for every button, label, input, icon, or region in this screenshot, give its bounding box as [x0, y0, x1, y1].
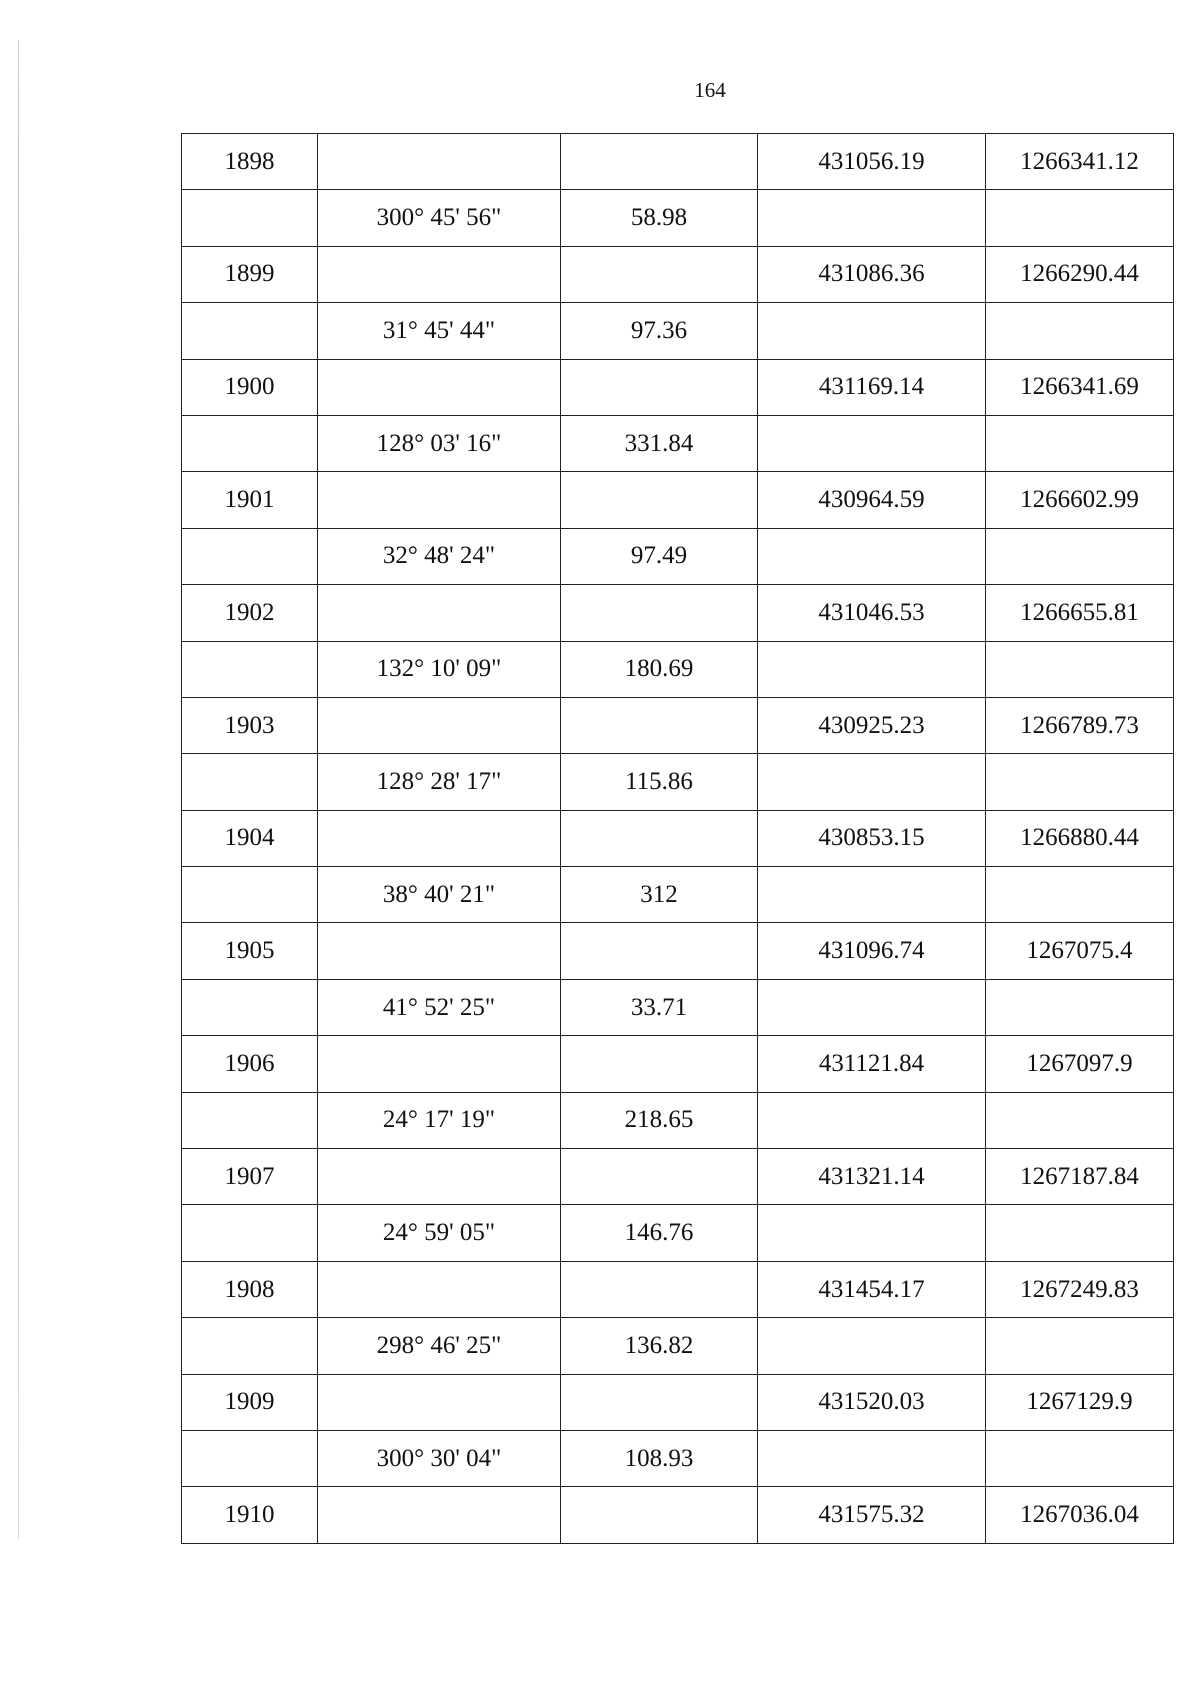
- page-number: 164: [694, 78, 726, 102]
- northing-cell: [758, 1092, 986, 1148]
- point-id-cell: [182, 641, 318, 697]
- table-row: [182, 1092, 1174, 1148]
- point-id-cell: [182, 1318, 318, 1374]
- table-row: [182, 303, 1174, 359]
- bearing-cell: 298° 46' 25": [318, 1318, 561, 1374]
- distance-cell: 97.49: [561, 528, 758, 584]
- point-id-cell: 1899: [182, 246, 318, 302]
- bearing-cell: [318, 1374, 561, 1430]
- bearing-cell: 31° 45' 44": [318, 303, 561, 359]
- distance-cell: [561, 246, 758, 302]
- northing-cell: [758, 641, 986, 697]
- table-row: [182, 190, 1174, 246]
- point-id-cell: [182, 303, 318, 359]
- coordinate-table-body: [182, 134, 1174, 1544]
- point-id-cell: [182, 1092, 318, 1148]
- table-row: [182, 1205, 1174, 1261]
- table-row: [182, 810, 1174, 866]
- point-id-cell: [182, 1430, 318, 1486]
- easting-cell: 1266290.44: [986, 246, 1174, 302]
- bearing-cell: [318, 923, 561, 979]
- distance-cell: 331.84: [561, 415, 758, 471]
- easting-cell: [986, 303, 1174, 359]
- table-row: [182, 585, 1174, 641]
- distance-cell: [561, 1487, 758, 1543]
- easting-cell: [986, 528, 1174, 584]
- northing-cell: [758, 1430, 986, 1486]
- easting-cell: 1267187.84: [986, 1149, 1174, 1205]
- table-row: [182, 641, 1174, 697]
- bearing-cell: [318, 810, 561, 866]
- point-id-cell: [182, 979, 318, 1035]
- bearing-cell: [318, 1487, 561, 1543]
- bearing-cell: [318, 1149, 561, 1205]
- northing-cell: [758, 754, 986, 810]
- table-row: [182, 754, 1174, 810]
- distance-cell: [561, 1374, 758, 1430]
- northing-cell: 431575.32: [758, 1487, 986, 1543]
- northing-cell: [758, 1205, 986, 1261]
- bearing-cell: 300° 30' 04": [318, 1430, 561, 1486]
- northing-cell: 431086.36: [758, 246, 986, 302]
- bearing-cell: [318, 134, 561, 190]
- scan-margin-line: [18, 40, 19, 1540]
- distance-cell: 146.76: [561, 1205, 758, 1261]
- distance-cell: [561, 1036, 758, 1092]
- easting-cell: [986, 190, 1174, 246]
- table-row: [182, 359, 1174, 415]
- point-id-cell: [182, 867, 318, 923]
- distance-cell: 115.86: [561, 754, 758, 810]
- distance-cell: 180.69: [561, 641, 758, 697]
- point-id-cell: 1903: [182, 697, 318, 753]
- easting-cell: [986, 1092, 1174, 1148]
- bearing-cell: 41° 52' 25": [318, 979, 561, 1035]
- bearing-cell: 24° 59' 05": [318, 1205, 561, 1261]
- easting-cell: [986, 1430, 1174, 1486]
- distance-cell: 58.98: [561, 190, 758, 246]
- northing-cell: 431121.84: [758, 1036, 986, 1092]
- northing-cell: 431169.14: [758, 359, 986, 415]
- point-id-cell: 1910: [182, 1487, 318, 1543]
- easting-cell: 1266880.44: [986, 810, 1174, 866]
- northing-cell: [758, 979, 986, 1035]
- bearing-cell: [318, 1261, 561, 1317]
- distance-cell: [561, 585, 758, 641]
- distance-cell: 97.36: [561, 303, 758, 359]
- table-row: [182, 1487, 1174, 1543]
- easting-cell: 1266341.12: [986, 134, 1174, 190]
- easting-cell: [986, 641, 1174, 697]
- easting-cell: [986, 1318, 1174, 1374]
- easting-cell: 1266341.69: [986, 359, 1174, 415]
- point-id-cell: [182, 190, 318, 246]
- bearing-cell: 24° 17' 19": [318, 1092, 561, 1148]
- distance-cell: [561, 134, 758, 190]
- northing-cell: 431046.53: [758, 585, 986, 641]
- distance-cell: [561, 1149, 758, 1205]
- distance-cell: 136.82: [561, 1318, 758, 1374]
- point-id-cell: 1900: [182, 359, 318, 415]
- easting-cell: [986, 1205, 1174, 1261]
- easting-cell: [986, 754, 1174, 810]
- bearing-cell: [318, 472, 561, 528]
- point-id-cell: 1902: [182, 585, 318, 641]
- table-row: [182, 979, 1174, 1035]
- table-row: [182, 867, 1174, 923]
- bearing-cell: 38° 40' 21": [318, 867, 561, 923]
- table-row: [182, 1036, 1174, 1092]
- distance-cell: [561, 472, 758, 528]
- coordinate-table: [181, 133, 1174, 1544]
- easting-cell: [986, 979, 1174, 1035]
- bearing-cell: 32° 48' 24": [318, 528, 561, 584]
- easting-cell: 1267036.04: [986, 1487, 1174, 1543]
- distance-cell: [561, 697, 758, 753]
- bearing-cell: 300° 45' 56": [318, 190, 561, 246]
- easting-cell: 1266655.81: [986, 585, 1174, 641]
- distance-cell: 33.71: [561, 979, 758, 1035]
- point-id-cell: 1909: [182, 1374, 318, 1430]
- table-row: [182, 134, 1174, 190]
- point-id-cell: 1905: [182, 923, 318, 979]
- northing-cell: 431520.03: [758, 1374, 986, 1430]
- distance-cell: [561, 1261, 758, 1317]
- northing-cell: [758, 303, 986, 359]
- easting-cell: 1267097.9: [986, 1036, 1174, 1092]
- distance-cell: 218.65: [561, 1092, 758, 1148]
- table-row: [182, 1430, 1174, 1486]
- bearing-cell: 128° 28' 17": [318, 754, 561, 810]
- table-row: [182, 1261, 1174, 1317]
- northing-cell: 430925.23: [758, 697, 986, 753]
- point-id-cell: 1898: [182, 134, 318, 190]
- point-id-cell: 1907: [182, 1149, 318, 1205]
- easting-cell: 1267129.9: [986, 1374, 1174, 1430]
- northing-cell: [758, 190, 986, 246]
- table-row: [182, 528, 1174, 584]
- northing-cell: 431454.17: [758, 1261, 986, 1317]
- northing-cell: 430853.15: [758, 810, 986, 866]
- point-id-cell: [182, 754, 318, 810]
- bearing-cell: 128° 03' 16": [318, 415, 561, 471]
- point-id-cell: 1904: [182, 810, 318, 866]
- point-id-cell: [182, 415, 318, 471]
- point-id-cell: 1901: [182, 472, 318, 528]
- northing-cell: 431096.74: [758, 923, 986, 979]
- bearing-cell: [318, 697, 561, 753]
- table-row: [182, 1374, 1174, 1430]
- point-id-cell: 1908: [182, 1261, 318, 1317]
- distance-cell: [561, 923, 758, 979]
- easting-cell: [986, 415, 1174, 471]
- table-row: [182, 923, 1174, 979]
- bearing-cell: [318, 359, 561, 415]
- distance-cell: 108.93: [561, 1430, 758, 1486]
- easting-cell: [986, 867, 1174, 923]
- point-id-cell: [182, 528, 318, 584]
- table-row: [182, 472, 1174, 528]
- bearing-cell: [318, 585, 561, 641]
- table-row: [182, 246, 1174, 302]
- northing-cell: 431321.14: [758, 1149, 986, 1205]
- northing-cell: [758, 415, 986, 471]
- table-row: [182, 1318, 1174, 1374]
- distance-cell: 312: [561, 867, 758, 923]
- table-row: [182, 697, 1174, 753]
- bearing-cell: [318, 246, 561, 302]
- distance-cell: [561, 810, 758, 866]
- bearing-cell: [318, 1036, 561, 1092]
- easting-cell: 1267249.83: [986, 1261, 1174, 1317]
- northing-cell: 430964.59: [758, 472, 986, 528]
- northing-cell: [758, 528, 986, 584]
- bearing-cell: 132° 10' 09": [318, 641, 561, 697]
- table-row: [182, 1149, 1174, 1205]
- easting-cell: 1267075.4: [986, 923, 1174, 979]
- easting-cell: 1266789.73: [986, 697, 1174, 753]
- northing-cell: 431056.19: [758, 134, 986, 190]
- point-id-cell: 1906: [182, 1036, 318, 1092]
- table-row: [182, 415, 1174, 471]
- easting-cell: 1266602.99: [986, 472, 1174, 528]
- northing-cell: [758, 867, 986, 923]
- point-id-cell: [182, 1205, 318, 1261]
- northing-cell: [758, 1318, 986, 1374]
- distance-cell: [561, 359, 758, 415]
